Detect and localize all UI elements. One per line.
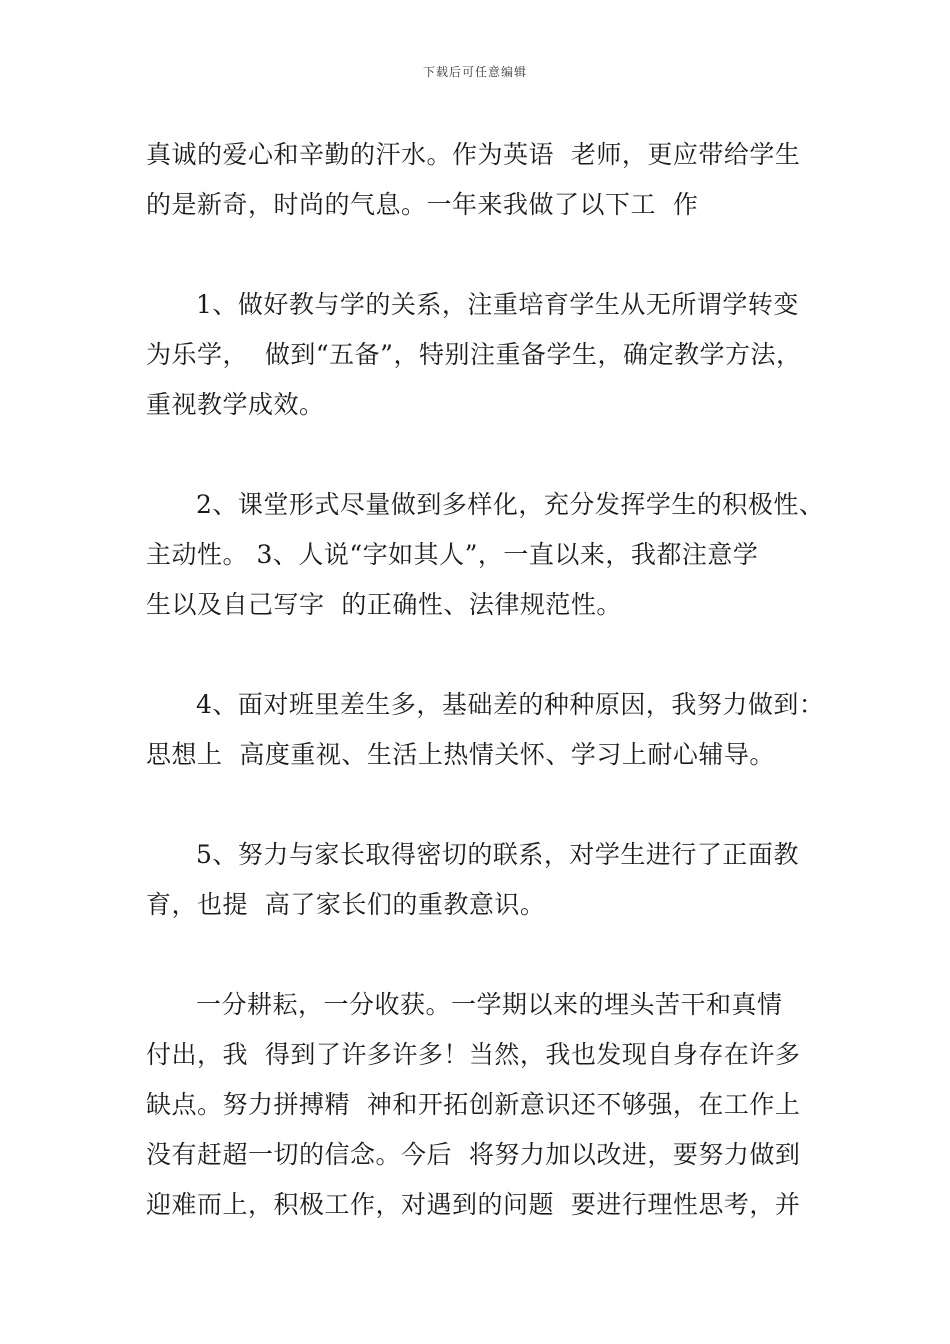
text-line: 育，也提 高了家长们的重教意识。 xyxy=(146,890,546,919)
text-line: 2、课堂形式尽量做到多样化，充分发挥学生的积极性、 xyxy=(196,490,825,519)
paragraph-item-4 xyxy=(146,680,825,780)
text-line: 缺点。努力拼搏精 神和开拓创新意识还不够强，在工作上 xyxy=(146,1090,801,1119)
paragraph-intro xyxy=(146,130,818,230)
text-line: 主动性。 3、人说“字如其人”，一直以来，我都注意学 xyxy=(146,540,759,569)
paragraph-item-1 xyxy=(146,280,818,430)
text-line: 思想上 高度重视、生活上热情关怀、学习上耐心辅导。 xyxy=(146,740,775,769)
page-header: 下载后可任意编辑 xyxy=(422,65,527,79)
text-line: 一分耕耘，一分收获。一学期以来的埋头苦干和真情 xyxy=(196,990,783,1019)
text-line: 为乐学， 做到“五备”，特别注重备学生，确定教学方法， xyxy=(146,340,802,369)
text-line: 付出，我 得到了许多许多！当然，我也发现自身存在许多 xyxy=(146,1040,801,1069)
paragraph-item-5 xyxy=(146,830,818,930)
text-line: 5、努力与家长取得密切的联系，对学生进行了正面教 xyxy=(196,840,799,869)
text-line: 的是新奇，时尚的气息。一年来我做了以下工 作 xyxy=(146,190,699,219)
text-line: 重视教学成效。 xyxy=(146,390,325,419)
text-line: 生以及自己写字 的正确性、法律规范性。 xyxy=(146,590,622,619)
text-line: 4、面对班里差生多，基础差的种种原因，我努力做到： xyxy=(196,690,825,719)
text-line: 没有赶超一切的信念。今后 将努力加以改进，要努力做到 xyxy=(146,1140,801,1169)
paragraph-conclusion xyxy=(146,980,818,1230)
document-body xyxy=(146,130,825,1230)
text-line: 迎难而上，积极工作，对遇到的问题 要进行理性思考，并 xyxy=(146,1190,801,1219)
paragraph-item-2-3 xyxy=(146,480,825,630)
text-line: 真诚的爱心和辛勤的汗水。作为英语 老师，更应带给学生 xyxy=(146,140,801,169)
text-line: 1、做好教与学的关系，注重培育学生从无所谓学转变 xyxy=(196,290,799,319)
